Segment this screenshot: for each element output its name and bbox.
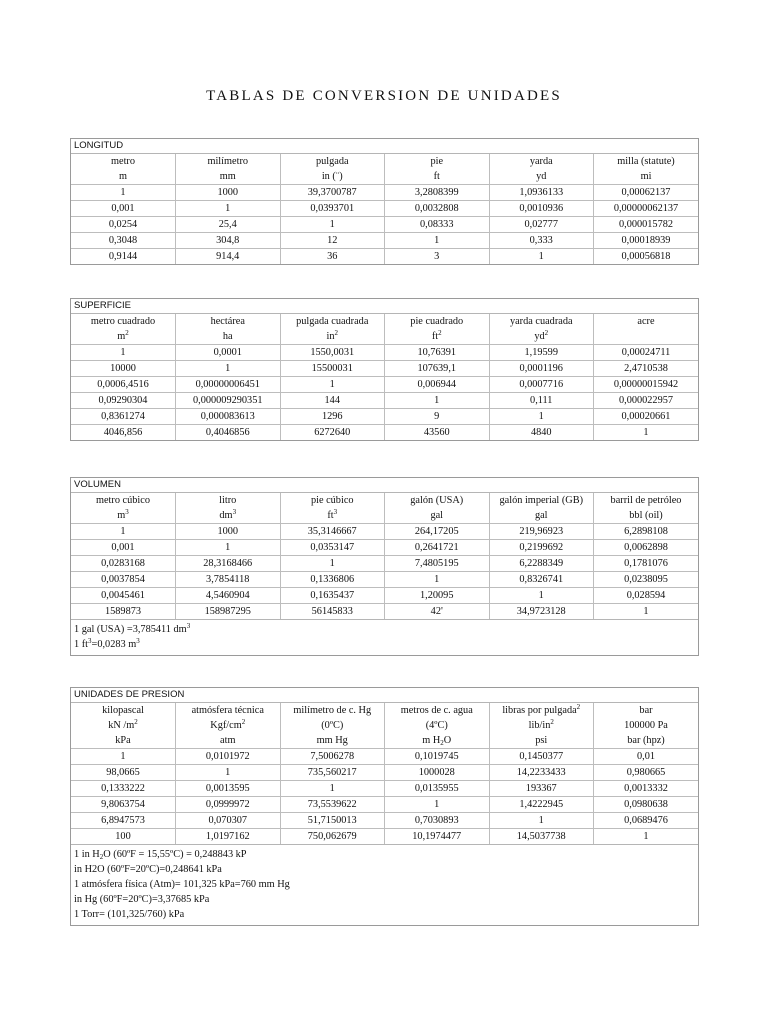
table-cell: 0,00062137	[594, 185, 699, 201]
table-cell: 1,20095	[385, 588, 490, 604]
presion-notes	[71, 844, 698, 925]
table-cell: 0,0999972	[176, 797, 281, 813]
table-cell: 0,01	[594, 749, 699, 765]
table-cell: 12	[280, 233, 385, 249]
volumen-notes	[71, 619, 698, 655]
table-row	[71, 797, 698, 813]
table-cell: 1	[280, 556, 385, 572]
longitud-table	[71, 154, 698, 264]
table-cell: 1	[71, 749, 176, 765]
table-cell: 0,0062898	[594, 540, 699, 556]
table-cell: 98,0665	[71, 765, 176, 781]
table-cell: 0,0013595	[176, 781, 281, 797]
table-cell: 750,062679	[280, 829, 385, 845]
table-cell: 1550,0031	[280, 345, 385, 361]
col-header: metro m	[110, 156, 136, 182]
table-cell: 1	[280, 781, 385, 797]
table-cell: 0,0238095	[594, 572, 699, 588]
table-cell: 0,00000015942	[594, 377, 699, 393]
col-header: barril de petróleo bbl (oil)	[594, 493, 699, 524]
table-cell: 0,0689476	[594, 813, 699, 829]
table-cell: 36	[280, 249, 385, 265]
table-cell: 3,2808399	[385, 185, 490, 201]
table-cell: 0,4046856	[176, 425, 281, 441]
col-header: kilopascal kN $/m^2$ kPa	[102, 705, 144, 746]
col-header: pulgada in (¨)	[280, 154, 385, 185]
table-cell: 0,8361274	[71, 409, 176, 425]
table-row	[71, 813, 698, 829]
table-cell: 6,2288349	[489, 556, 594, 572]
table-cell: 0,000009290351	[176, 393, 281, 409]
table-cell: 25,4	[176, 217, 281, 233]
table-cell: 6,8947573	[71, 813, 176, 829]
table-cell: 1	[385, 233, 490, 249]
table-cell: 0,0393701	[280, 201, 385, 217]
table-cell: 0,0032808	[385, 201, 490, 217]
table-cell: 7,4805195	[385, 556, 490, 572]
table-cell: 0,0001196	[489, 361, 594, 377]
table-row	[71, 233, 698, 249]
table-cell: 0,9144	[71, 249, 176, 265]
table-cell: 0,028594	[594, 588, 699, 604]
table-cell: 10000	[71, 361, 176, 377]
table-row	[71, 393, 698, 409]
table-cell: 1000	[176, 185, 281, 201]
table-cell: 1	[176, 201, 281, 217]
table-cell: 0,2199692	[489, 540, 594, 556]
table-cell: 1	[280, 377, 385, 393]
superficie-section	[70, 298, 699, 441]
table-cell: 9,8063754	[71, 797, 176, 813]
table-row	[71, 201, 698, 217]
table-cell: 0,0013332	[594, 781, 699, 797]
table-row	[71, 749, 698, 765]
table-cell: 1	[176, 765, 281, 781]
table-cell: 0,0006,4516	[71, 377, 176, 393]
table-cell: 1,4222945	[489, 797, 594, 813]
col-header: milla (statute) mi	[594, 154, 699, 185]
table-cell: 219,96923	[489, 524, 594, 540]
table-cell: 0,070307	[176, 813, 281, 829]
table-cell: 0,3048	[71, 233, 176, 249]
table-row	[71, 345, 698, 361]
table-cell: 0,0254	[71, 217, 176, 233]
table-cell: 0,000022957	[594, 393, 699, 409]
table-cell: 4046,856	[71, 425, 176, 441]
table-cell: 1	[176, 540, 281, 556]
table-cell: 0,00000062137	[594, 201, 699, 217]
table-cell: 0,0980638	[594, 797, 699, 813]
table-row	[71, 217, 698, 233]
table-cell: 1	[594, 425, 699, 441]
table-cell: 4840	[489, 425, 594, 441]
table-cell: 144	[280, 393, 385, 409]
table-cell: 10,1974477	[385, 829, 490, 845]
table-cell: 1	[71, 345, 176, 361]
table-cell: 107639,1	[385, 361, 490, 377]
presion-section	[70, 687, 699, 926]
note-line: 1 in $H_2O$ (60ºF = 15,55ºC) = 0,248843 kP	[74, 849, 247, 861]
table-cell: 0,00018939	[594, 233, 699, 249]
table-cell: 0,333	[489, 233, 594, 249]
table-cell: 1	[280, 217, 385, 233]
table-cell: 1000	[176, 524, 281, 540]
table-cell: 3,7854118	[176, 572, 281, 588]
table-row	[71, 361, 698, 377]
col-header: metro cuadrado $m^2$	[90, 316, 156, 342]
table-cell: 0,1336806	[280, 572, 385, 588]
col-header: metro cúbico $m^3$	[95, 495, 151, 521]
col-header: pie cuadrado $ft^2$	[385, 314, 490, 345]
table-cell: 0,08333	[385, 217, 490, 233]
col-header: atmósfera técnica Kgf/$cm^2$ atm	[176, 703, 281, 749]
col-header: metros de c. agua (4ºC) m $H_2O$	[385, 703, 490, 749]
table-cell: 6,2898108	[594, 524, 699, 540]
table-cell: 2,4710538	[594, 361, 699, 377]
table-cell: 1	[71, 185, 176, 201]
note-line: 1 atmósfera física (Atm)= 101,325 kPa=760 mm Hg	[74, 879, 290, 890]
table-cell: 14,2233433	[489, 765, 594, 781]
table-cell: 0,0007716	[489, 377, 594, 393]
table-row	[71, 829, 698, 845]
table-cell: 34,9723128	[489, 604, 594, 620]
table-cell: 1	[489, 588, 594, 604]
col-header: galón imperial (GB) gal	[489, 493, 594, 524]
table-cell: 0,0135955	[385, 781, 490, 797]
superficie-header: SUPERFICIE	[71, 299, 698, 314]
table-cell: 193367	[489, 781, 594, 797]
table-cell: 1	[489, 249, 594, 265]
note-line: 1 Torr= (101,325/760) kPa	[74, 909, 185, 920]
table-cell: 0,1019745	[385, 749, 490, 765]
col-header: pie cúbico $ft^3$	[280, 493, 385, 524]
table-cell: 10,76391	[385, 345, 490, 361]
table-cell: 1000028	[385, 765, 490, 781]
volumen-table	[71, 493, 698, 619]
table-row	[71, 377, 698, 393]
col-header: yarda cuadrada $yd^2$	[489, 314, 594, 345]
col-header: pie ft	[385, 154, 490, 185]
col-header: bar 100000 Pa bar (hpz)	[594, 703, 699, 749]
table-cell: 0,980665	[594, 765, 699, 781]
longitud-header: LONGITUD	[71, 139, 698, 154]
table-cell: 42'	[385, 604, 490, 620]
table-cell: 6272640	[280, 425, 385, 441]
table-cell: 100	[71, 829, 176, 845]
table-cell: 0,111	[489, 393, 594, 409]
table-cell: 0,00020661	[594, 409, 699, 425]
note-line: 1 gal (USA) =3,785411 $dm^3$	[74, 622, 191, 635]
table-cell: 1	[489, 813, 594, 829]
table-cell: 0,09290304	[71, 393, 176, 409]
table-row	[71, 409, 698, 425]
table-cell: 73,5539622	[280, 797, 385, 813]
table-cell: 0,0283168	[71, 556, 176, 572]
table-cell: 1	[489, 409, 594, 425]
table-cell: 14,5037738	[489, 829, 594, 845]
table-row	[71, 588, 698, 604]
table-cell: 0,1635437	[280, 588, 385, 604]
volumen-section	[70, 477, 699, 656]
document-title: TABLAS DE CONVERSION DE UNIDADES	[206, 88, 562, 104]
table-cell: 1589873	[71, 604, 176, 620]
table-cell: 0,2641721	[385, 540, 490, 556]
table-cell: 914,4	[176, 249, 281, 265]
table-cell: 0,1333222	[71, 781, 176, 797]
table-cell: 158987295	[176, 604, 281, 620]
table-cell: 3	[385, 249, 490, 265]
table-cell: 1	[71, 524, 176, 540]
volumen-header: VOLUMEN	[71, 478, 698, 493]
col-header: acre	[594, 314, 699, 345]
table-cell: 1,19599	[489, 345, 594, 361]
table-cell: 4,5460904	[176, 588, 281, 604]
table-cell: 0,1450377	[489, 749, 594, 765]
table-cell: 1	[385, 393, 490, 409]
table-row	[71, 781, 698, 797]
longitud-section	[70, 138, 699, 265]
table-cell: 304,8	[176, 233, 281, 249]
table-cell: 0,001	[71, 540, 176, 556]
table-row	[71, 249, 698, 265]
table-cell: 0,0101972	[176, 749, 281, 765]
table-cell: 0,0010936	[489, 201, 594, 217]
table-row	[71, 604, 698, 620]
table-cell: 0,0001	[176, 345, 281, 361]
table-cell: 0,0353147	[280, 540, 385, 556]
table-cell: 1	[385, 797, 490, 813]
table-cell: 28,3168466	[176, 556, 281, 572]
table-row	[71, 556, 698, 572]
col-header: libras por pulgada$^2$ lib/$in^2$ psi	[489, 703, 594, 749]
table-cell: 1	[385, 572, 490, 588]
table-cell: 0,00056818	[594, 249, 699, 265]
table-cell: 0,00024711	[594, 345, 699, 361]
table-cell: 9	[385, 409, 490, 425]
note-line: 1 $ft^3=0,0283$ $m^3$	[74, 637, 140, 650]
table-cell: 0,00000006451	[176, 377, 281, 393]
table-cell: 15500031	[280, 361, 385, 377]
table-cell: 1,0936133	[489, 185, 594, 201]
col-header: yarda yd	[489, 154, 594, 185]
table-cell: 1	[594, 604, 699, 620]
table-cell: 7,5006278	[280, 749, 385, 765]
table-cell: 1,0197162	[176, 829, 281, 845]
presion-header: UNIDADES DE PRESION	[71, 688, 698, 703]
col-header: galón (USA) gal	[385, 493, 490, 524]
table-cell: 0,0045461	[71, 588, 176, 604]
table-cell: 0,006944	[385, 377, 490, 393]
table-cell: 0,0037854	[71, 572, 176, 588]
table-cell: 56145833	[280, 604, 385, 620]
table-cell: 51,7150013	[280, 813, 385, 829]
col-header: hectárea ha	[176, 314, 281, 345]
table-cell: 0,001	[71, 201, 176, 217]
table-cell: 264,17205	[385, 524, 490, 540]
superficie-table	[71, 314, 698, 440]
table-row	[71, 540, 698, 556]
table-cell: 1296	[280, 409, 385, 425]
table-row	[71, 572, 698, 588]
col-header: litro $dm^3$	[176, 493, 281, 524]
table-cell: 0,02777	[489, 217, 594, 233]
presion-table	[71, 703, 698, 844]
table-row	[71, 765, 698, 781]
table-cell: 1	[176, 361, 281, 377]
table-row	[71, 524, 698, 540]
col-header: milímetro mm	[176, 154, 281, 185]
table-cell: 0,000083613	[176, 409, 281, 425]
table-cell: 0,000015782	[594, 217, 699, 233]
col-header: pulgada cuadrada $in^2$	[280, 314, 385, 345]
table-cell: 0,1781076	[594, 556, 699, 572]
col-header: milímetro de c. Hg (0ºC) mm Hg	[280, 703, 385, 749]
note-line: in Hg (60ºF=20ºC)=3,37685 kPa	[74, 894, 210, 905]
table-row	[71, 425, 698, 441]
note-line: in H2O (60ºF=20ºC)=0,248641 kPa	[74, 864, 222, 875]
table-cell: 1	[594, 829, 699, 845]
table-row	[71, 185, 698, 201]
table-cell: 735,560217	[280, 765, 385, 781]
table-cell: 35,3146667	[280, 524, 385, 540]
table-cell: 0,7030893	[385, 813, 490, 829]
table-cell: 43560	[385, 425, 490, 441]
table-cell: 39,3700787	[280, 185, 385, 201]
table-cell: 0,8326741	[489, 572, 594, 588]
